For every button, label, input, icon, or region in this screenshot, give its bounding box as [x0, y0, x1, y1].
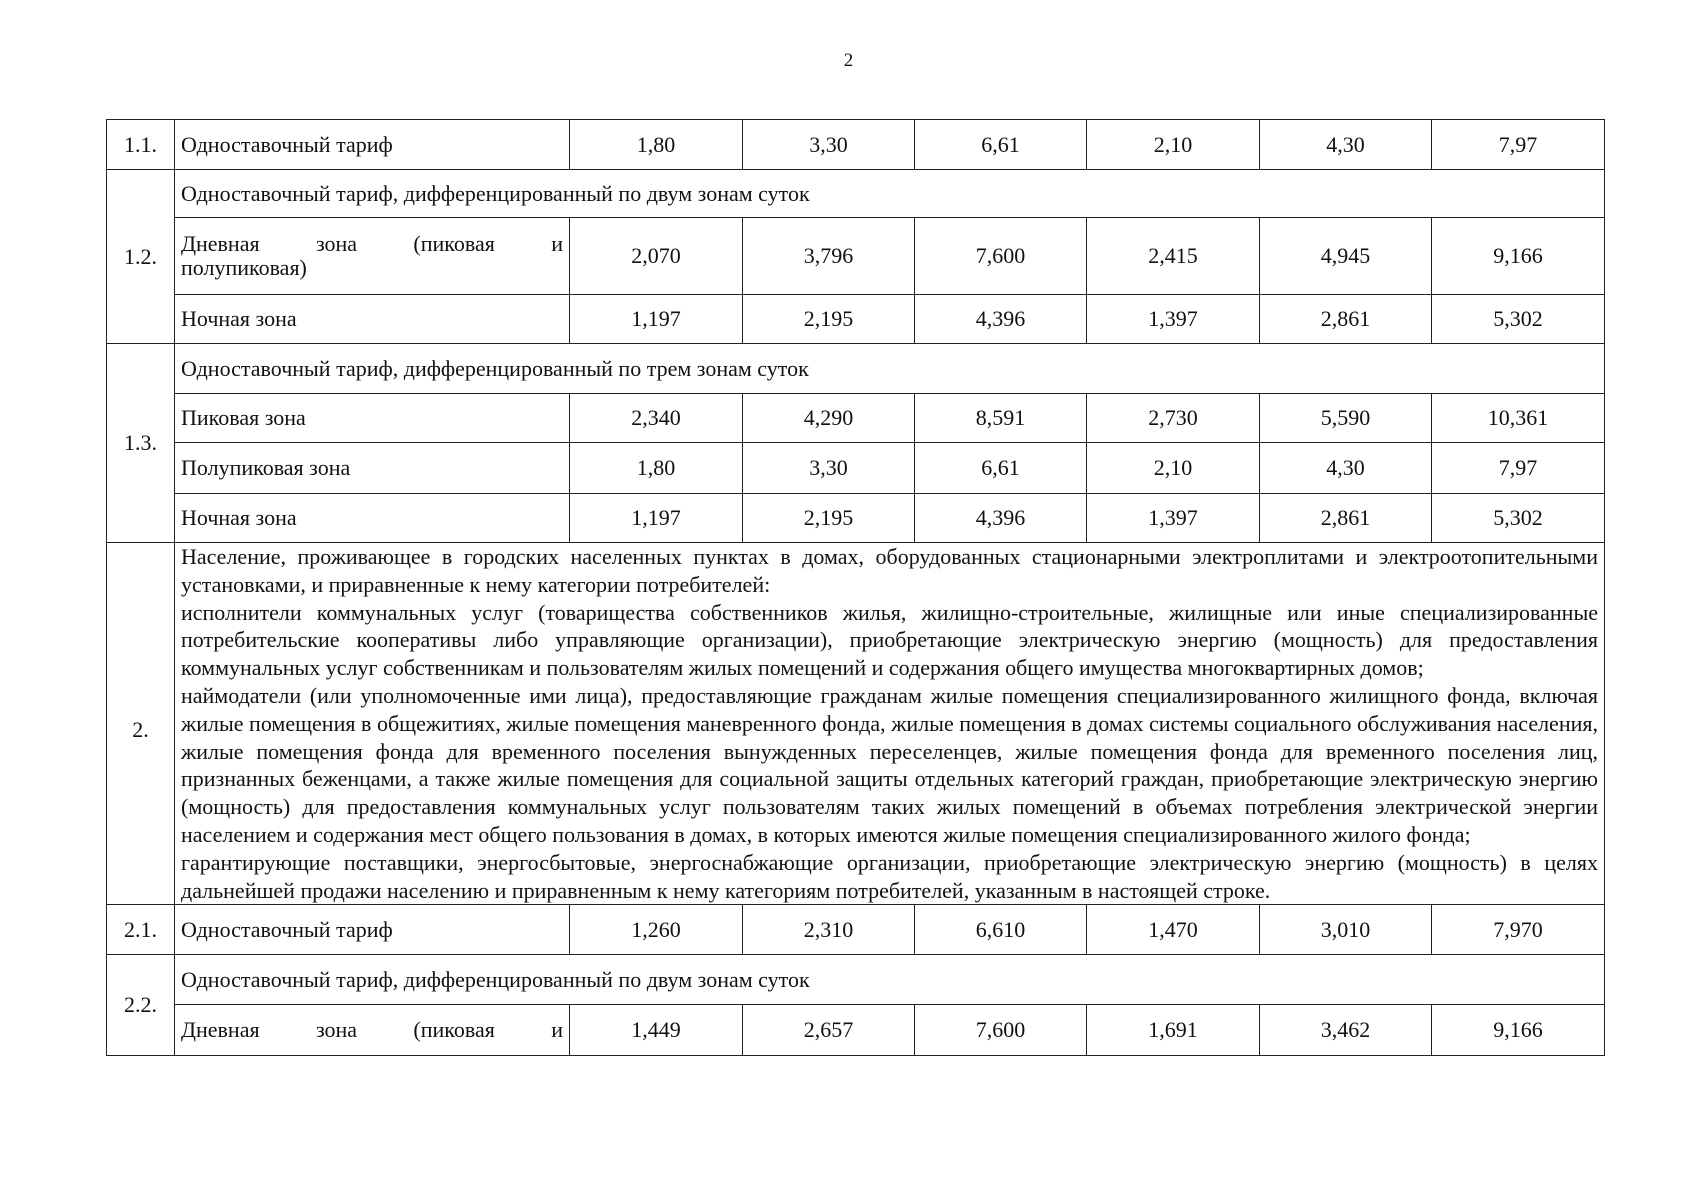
table-row-1-3-night	[107, 494, 1605, 543]
tariff-value: 9,166	[1432, 218, 1605, 295]
section-header: Одноставочный тариф, дифференцированный по трем зонам суток	[175, 344, 1605, 394]
tariff-value: 4,945	[1260, 218, 1432, 295]
row-label: Полупиковая зона	[175, 443, 570, 494]
tariff-value: 3,010	[1260, 905, 1432, 955]
description-paragraph: наймодатели (или уполномоченные ими лица), предоставляющие гражданам жилые помещения специализированного жилищного фонда, включая жилые помещения в общежитиях, жилые помещения маневренного фонда, жилые помещения в домах системы социального обслуживания населения, жилые помещения фонда для временного поселения вынужденных переселенцев, жилые помещения фонда для временного поселения лиц, признанных беженцами, а также жилые помещения для социальной защиты отдельных категорий граждан, приобретающие электрическую энергию (мощность) для предоставления коммунальных услуг пользователям таких жилых помещений в объемах потребления электрической энергии населением и содержания мест общего пользования в домах, в которых имеются жилые помещения специализированного жилого фонда;	[181, 682, 1598, 847]
tariff-value: 6,61	[915, 443, 1087, 494]
tariff-value: 1,260	[570, 905, 743, 955]
tariff-value: 5,302	[1432, 494, 1605, 543]
tariff-value: 3,796	[743, 218, 915, 295]
row-number: 1.2.	[107, 170, 175, 344]
tariff-value: 2,340	[570, 394, 743, 443]
tariff-value: 9,166	[1432, 1005, 1605, 1056]
row-label: Одноставочный тариф	[175, 905, 570, 955]
table-row-1-2-header	[107, 170, 1605, 218]
category-description	[175, 543, 1605, 905]
tariff-value: 7,97	[1432, 120, 1605, 170]
table-row-2-1	[107, 905, 1605, 955]
tariff-value: 1,449	[570, 1005, 743, 1056]
row-label-line: Дневная зона (пиковая и	[181, 231, 563, 256]
tariff-value: 4,30	[1260, 443, 1432, 494]
tariff-value: 2,861	[1260, 494, 1432, 543]
tariff-value: 1,197	[570, 295, 743, 344]
tariff-value: 2,195	[743, 295, 915, 344]
tariff-value: 7,970	[1432, 905, 1605, 955]
tariff-value: 2,310	[743, 905, 915, 955]
tariff-value: 3,30	[743, 120, 915, 170]
tariff-value: 7,97	[1432, 443, 1605, 494]
tariff-value: 3,30	[743, 443, 915, 494]
row-label: Дневная зона (пиковая и	[175, 1005, 570, 1056]
table-row-2-2-day	[107, 1005, 1605, 1056]
row-label	[175, 218, 570, 295]
section-header: Одноставочный тариф, дифференцированный по двум зонам суток	[175, 955, 1605, 1005]
tariff-value: 2,195	[743, 494, 915, 543]
tariff-value: 8,591	[915, 394, 1087, 443]
tariff-value: 4,396	[915, 494, 1087, 543]
tariff-value: 7,600	[915, 1005, 1087, 1056]
tariff-value: 2,861	[1260, 295, 1432, 344]
section-header: Одноставочный тариф, дифференцированный по двум зонам суток	[175, 170, 1605, 218]
row-label-line: полупиковая)	[181, 255, 307, 280]
row-number: 2.	[107, 543, 175, 905]
tariff-value: 1,397	[1087, 295, 1260, 344]
row-label: Ночная зона	[175, 295, 570, 344]
row-number: 2.2.	[107, 955, 175, 1056]
table-row-1-3-peak	[107, 394, 1605, 443]
tariff-value: 4,30	[1260, 120, 1432, 170]
tariff-value: 1,80	[570, 443, 743, 494]
table-row-1-2-day	[107, 218, 1605, 295]
table-row-1-3-semipeak	[107, 443, 1605, 494]
tariff-value: 7,600	[915, 218, 1087, 295]
tariff-value: 5,302	[1432, 295, 1605, 344]
tariff-value: 6,61	[915, 120, 1087, 170]
description-paragraph: Население, проживающее в городских населенных пунктах в домах, оборудованных стационарными электроплитами и электроотопительными установками, и приравненные к нему категории потребителей:	[181, 544, 1598, 597]
tariff-value: 1,80	[570, 120, 743, 170]
tariff-value: 2,415	[1087, 218, 1260, 295]
tariff-value: 1,470	[1087, 905, 1260, 955]
row-number: 2.1.	[107, 905, 175, 955]
tariff-value: 4,396	[915, 295, 1087, 344]
table-row-1-1	[107, 120, 1605, 170]
description-paragraph: исполнители коммунальных услуг (товарищества собственников жилья, жилищно-строительные, жилищные или иные специализированные потребительские кооперативы либо управляющие организации), приобретающие электрическую энергию (мощность) для предоставления коммунальных услуг собственникам и пользователям жилых помещений и содержания общего имущества многоквартирных домов;	[181, 599, 1598, 681]
description-paragraph: гарантирующие поставщики, энергосбытовые, энергоснабжающие организации, приобретающие электрическую энергию (мощность) в целях дальнейшей продажи населению и приравненным к нему категориям потребителей, указанным в настоящей строке.	[181, 849, 1598, 903]
row-number: 1.3.	[107, 344, 175, 543]
tariff-table	[106, 119, 1605, 1056]
tariff-value: 1,691	[1087, 1005, 1260, 1056]
tariff-value: 5,590	[1260, 394, 1432, 443]
table-row-2	[107, 543, 1605, 905]
row-number: 1.1.	[107, 120, 175, 170]
page-number: 2	[843, 50, 854, 71]
table-row-1-2-night	[107, 295, 1605, 344]
tariff-value: 2,070	[570, 218, 743, 295]
row-label: Ночная зона	[175, 494, 570, 543]
row-label: Пиковая зона	[175, 394, 570, 443]
tariff-value: 2,10	[1087, 443, 1260, 494]
tariff-value: 3,462	[1260, 1005, 1432, 1056]
table-row-2-2-header	[107, 955, 1605, 1005]
tariff-value: 2,730	[1087, 394, 1260, 443]
tariff-value: 4,290	[743, 394, 915, 443]
tariff-value: 2,10	[1087, 120, 1260, 170]
tariff-value: 1,397	[1087, 494, 1260, 543]
row-label: Одноставочный тариф	[175, 120, 570, 170]
tariff-value: 6,610	[915, 905, 1087, 955]
tariff-value: 1,197	[570, 494, 743, 543]
tariff-value: 10,361	[1432, 394, 1605, 443]
tariff-value: 2,657	[743, 1005, 915, 1056]
table-row-1-3-header	[107, 344, 1605, 394]
